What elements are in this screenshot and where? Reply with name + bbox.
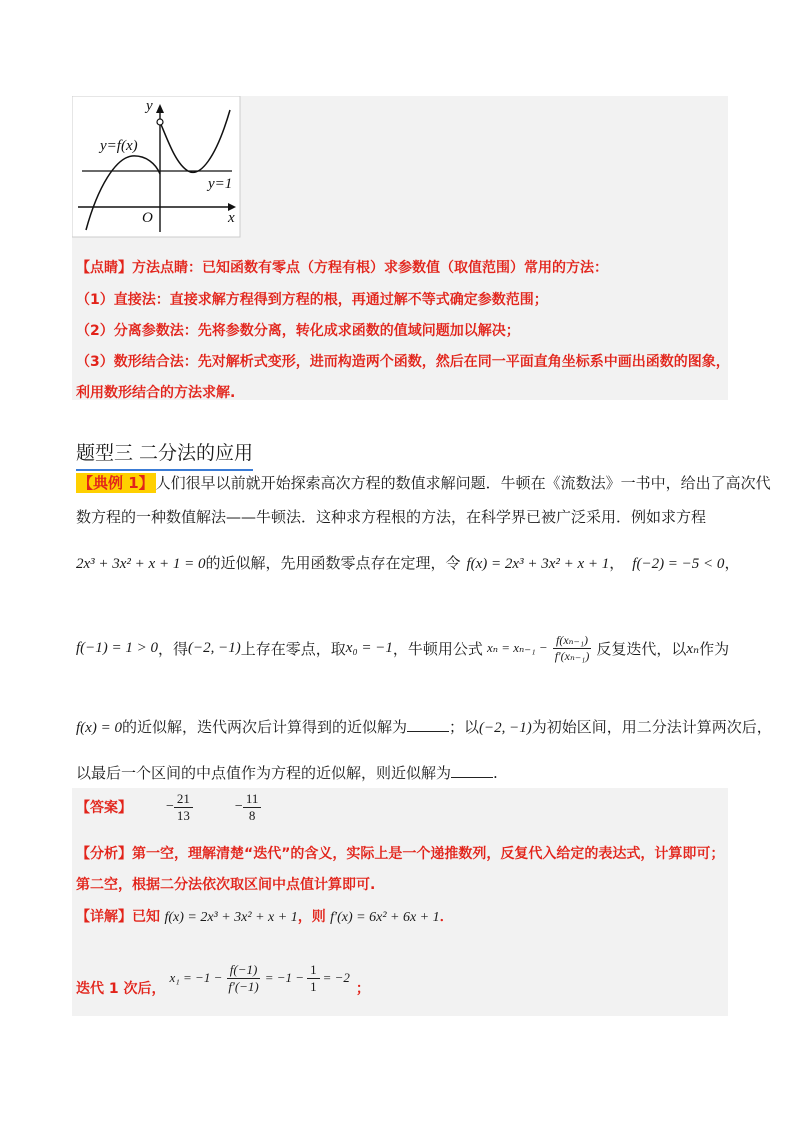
answer-blank-2 [451,777,493,778]
newton-formula-left: xₙ = xₙ₋₁ − [486,640,548,656]
function-graph [72,96,242,238]
example-line-3: 2x³ + 3x² + x + 1 = 0的近似解，先用函数零点存在定理，令 f(x) = 2x³ + 3x² + x + 1， f(−2) = −5 < 0， [76,554,740,572]
answer-2: $\frac{11}{8}$ [243,792,262,822]
newton-formula-fraction: $\frac{\text{f(xₙ₋₁)}}{\text{f′(xₙ₋₁)}}$ [554,633,590,663]
example-line-4: f(−1) = 1 > 0 ，得 (−2, −1) 上存在零点，取 x₀ = −1 ，牛顿用公式 xₙ = xₙ₋₁ − $\frac{\text{f(xₙ₋₁)}}{\text{f′(xₙ₋₁)}}$ 反复迭代，以 xₙ 作为 [76,633,730,663]
answer-row: 【答案】 − $\frac{21}{13}$ − $\frac{11}{8}$ [76,792,261,822]
detail-f: f(x) = 2x³ + 3x² + x + 1 [164,910,298,925]
x1-fraction: $\frac{f(-1)}{f'(-1)}$ [228,961,259,994]
example-line-5: f(x) = 0的近似解，迭代两次后计算得到的近似解为 ；以(−2, −1)为初始区间，用二分法计算两次后， [76,718,772,736]
tip-method-1: （1）直接法：直接求解方程得到方程的根，再通过解不等式确定参数范围； [76,292,548,308]
interval: (−2, −1) [188,639,241,656]
analysis-line-1: 【分析】第一空，理解清楚“迭代”的含义，实际上是一个递推数列，反复代入给定的表达式，计算即可； [76,846,725,862]
answer-blank-1 [407,731,449,732]
example-badge: 【典例 1】 [78,474,154,492]
analysis-tag: 【分析】 [76,846,132,862]
equation-1: 2x³ + 3x² + x + 1 = 0 [76,556,206,572]
detail-tag: 【详解】 [76,909,132,925]
x-axis-label: x [228,210,235,226]
fx-equals-0: f(x) = 0 [76,720,122,736]
detail-f-prime: f′(x) = 6x² + 6x + 1 [330,910,440,925]
example-line-6: 以最后一个区间的中点值作为方程的近似解，则近似解为 . [76,764,498,782]
detail-line-1: 【详解】已知 f(x) = 2x³ + 3x² + x + 1，则 f′(x) = 6x² + 6x + 1． [76,909,454,925]
open-point [157,119,163,125]
detail-iteration-1: 迭代 1 次后， x₁ = −1 − $\frac{f(-1)}{f'(-1)}$ = −1 − $\frac{1}{1}$ = −2 ； [76,961,370,997]
analysis-line-2: 第二空，根据二分法依次取区间中点值计算即可. [76,877,376,893]
tip-method-3-cont: 利用数形结合的方法求解. [76,385,236,401]
tip-tag: 【点睛】 [76,260,132,276]
example-line-1: 【典例 1】 人们很早以前就开始探索高次方程的数值求解问题．牛顿在《流数法》一书中，给出了高次代 [78,474,771,492]
tip-method-3: （3）数形结合法：先对解析式变形，进而构造两个函数，然后在同一平面直角坐标系中画出函数的图象， [76,354,730,370]
tip-method-2: （2）分离参数法：先将参数分离，转化成求函数的值域问题加以解决； [76,323,520,339]
initial-interval: (−2, −1) [478,720,532,736]
iteration-label: 迭代 1 次后， [76,981,166,997]
y-axis-label: y [146,98,153,114]
x1-fraction-2: $\frac{1}{1}$ [307,963,320,993]
answer-1: $\frac{21}{13}$ [174,792,193,822]
x0-value: x₀ = −1 [345,639,393,656]
answer-tag: 【答案】 [76,800,132,817]
function-label: y=f(x) [100,138,138,154]
tip-intro: 【点睛】方法点睛：已知函数有零点（方程有根）求参数值（取值范围）常用的方法： [76,260,608,276]
origin-label: O [142,210,153,226]
f-minus-2: f(−2) = −5 < 0 [632,556,725,572]
f-minus-1: f(−1) = 1 > 0 [76,639,159,656]
f-definition: f(x) = 2x³ + 3x² + x + 1 [466,556,610,572]
section-title: 题型三 二分法的应用 [76,438,253,471]
x1-left: x₁ = −1 − [169,970,223,985]
line-label: y=1 [208,176,233,192]
xn-symbol: xₙ [686,640,700,657]
example-line-2: 数方程的一种数值解法——牛顿法．这种求方程根的方法，在科学界已被广泛采用．例如求方程 [76,508,707,526]
